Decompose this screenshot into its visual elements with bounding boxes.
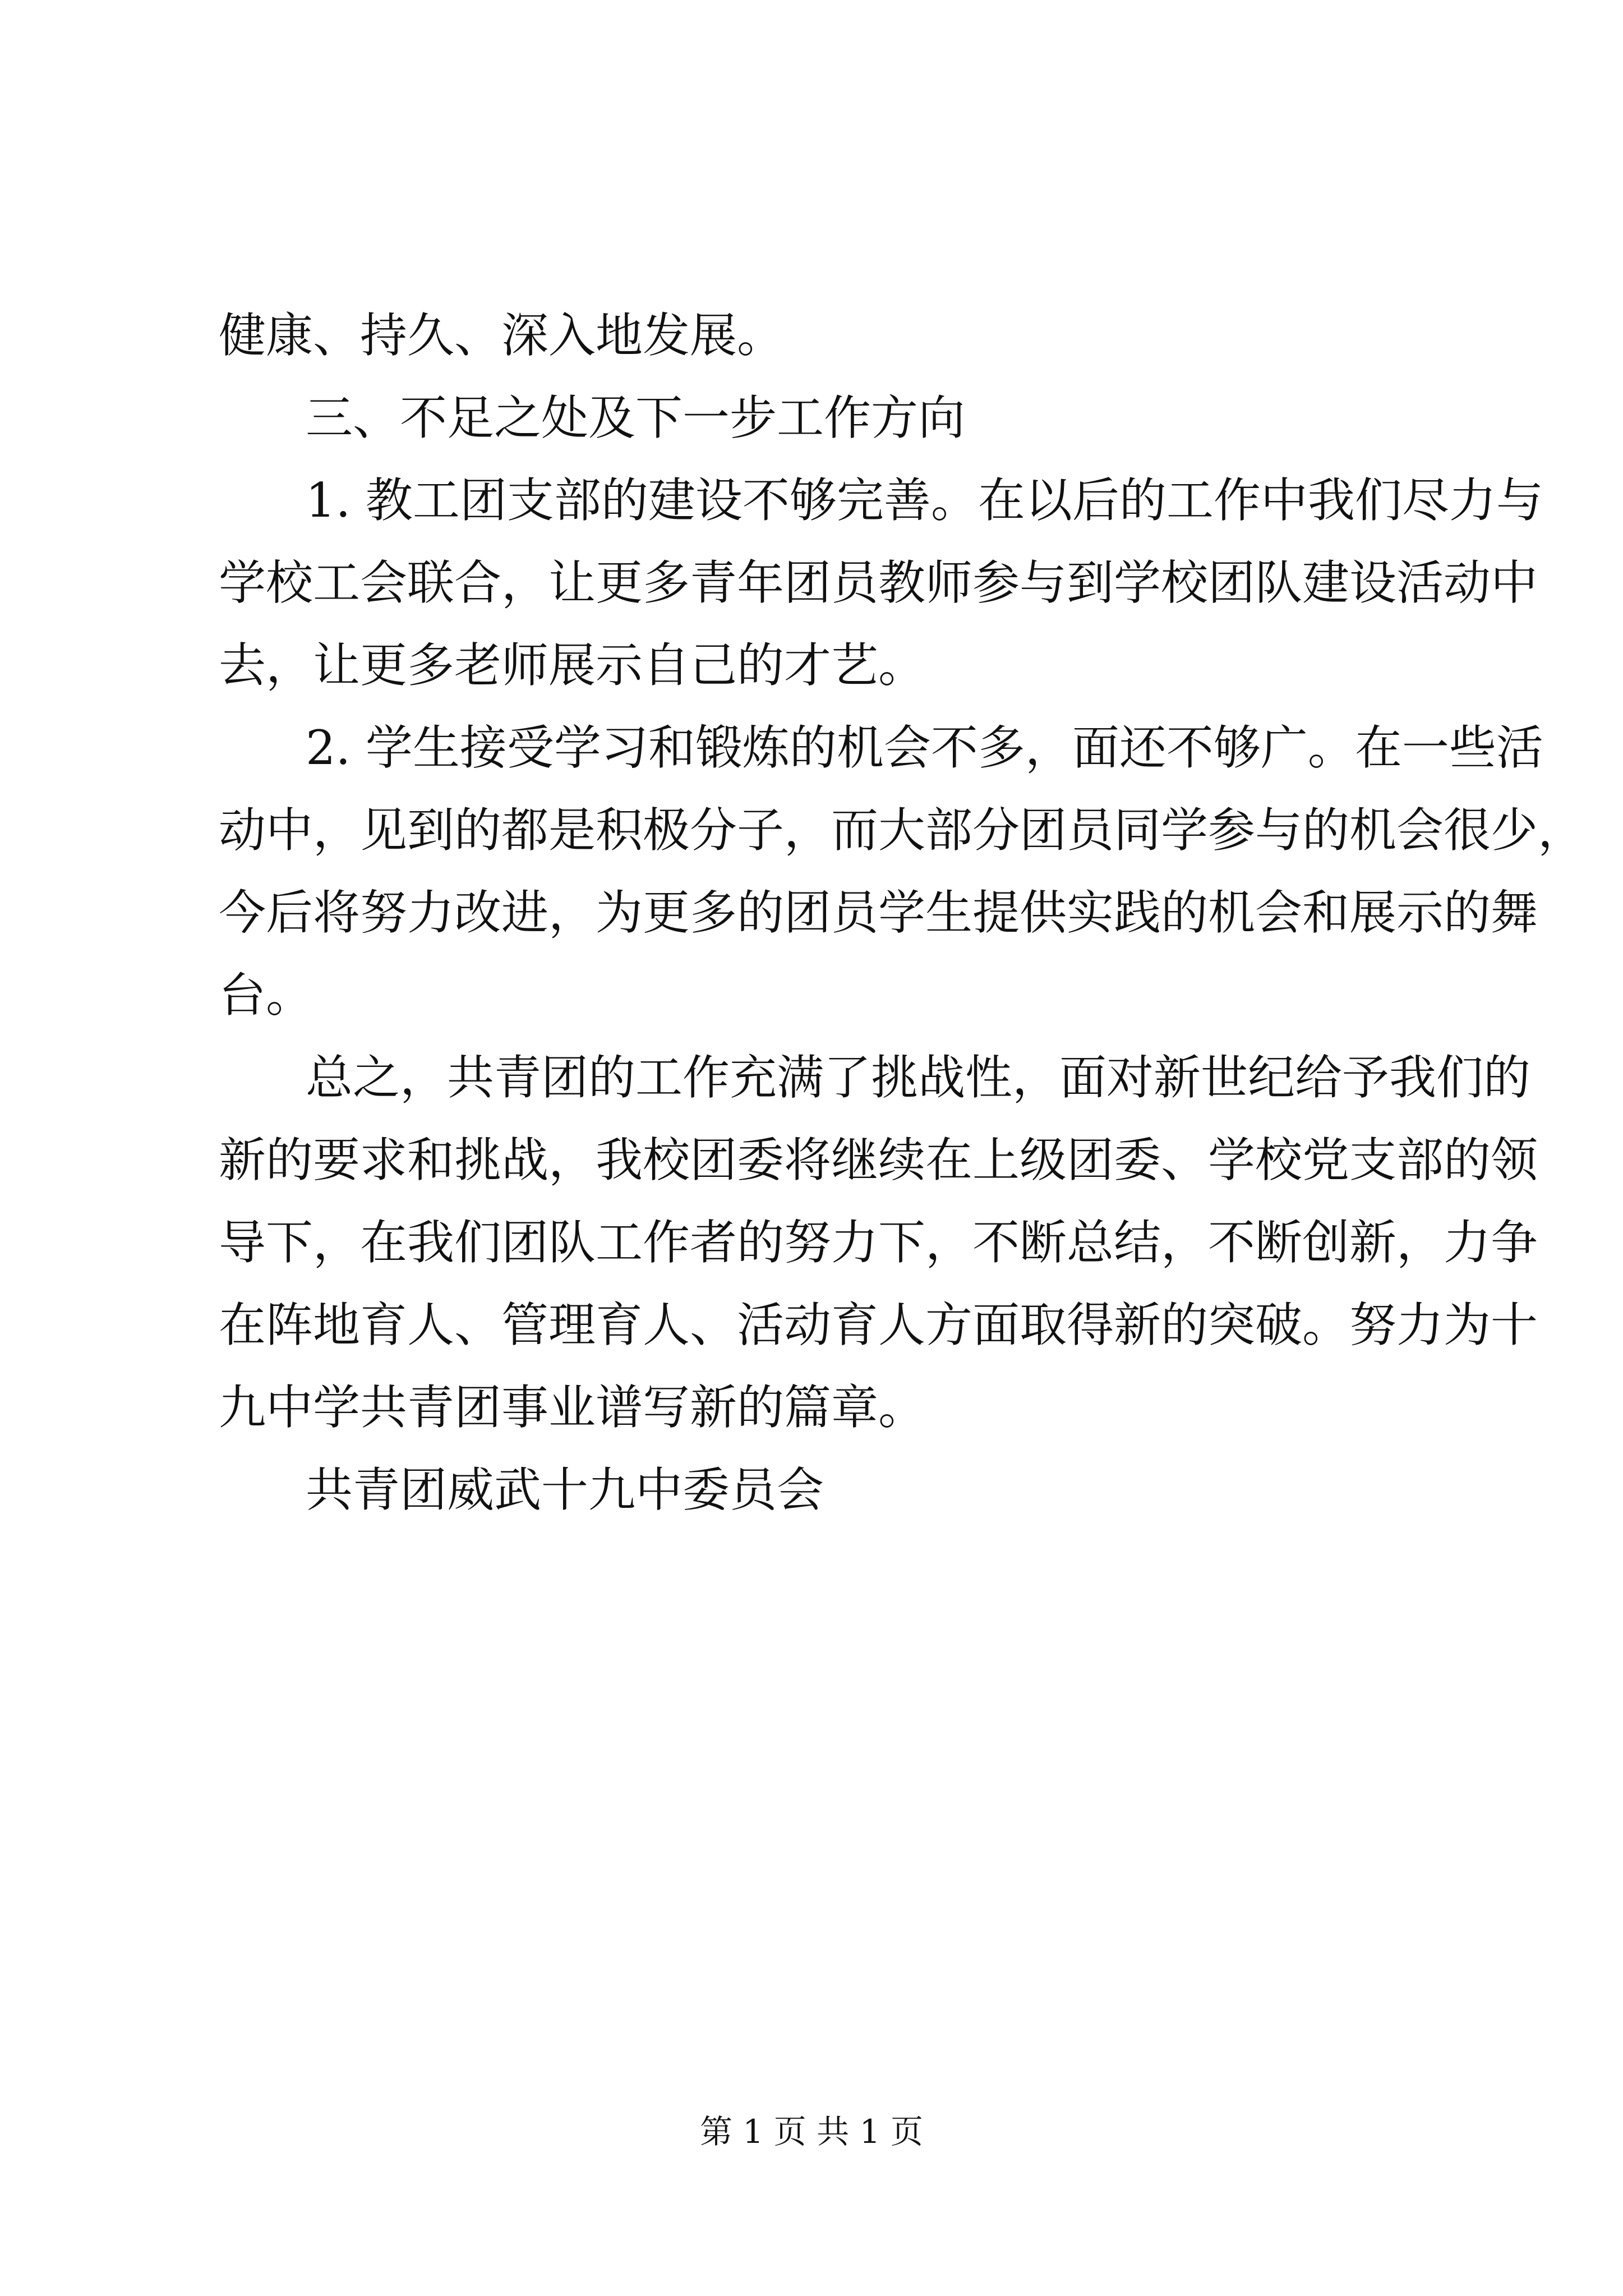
body-line: 今后将努力改进，为更多的团员学生提供实践的机会和展示的舞 [219,885,1538,940]
body-line: 导下，在我们团队工作者的努力下，不断总结，不断创新，力争 [219,1215,1538,1270]
body-line: 总之，共青团的工作充满了挑战性，面对新世纪给予我们的 [306,1050,1531,1105]
body-line: 学校工会联合，让更多青年团员教师参与到学校团队建设活动中 [219,555,1538,610]
body-line: 台。 [219,968,313,1023]
section-heading: 三、不足之处及下一步工作方向 [306,390,966,445]
body-line: 健康、持久、深入地发展。 [219,308,785,363]
page-number-footer: 第 1 页 共 1 页 [700,2113,923,2151]
body-line: 2. 学生接受学习和锻炼的机会不多，面还不够广。在一些活 [306,720,1543,775]
body-line: 在阵地育人、管理育人、活动育人方面取得新的突破。努力为十 [219,1297,1538,1352]
body-line: 动中，见到的都是积极分子，而大部分团员同学参与的机会很少， [219,803,1585,858]
body-line: 1. 教工团支部的建设不够完善。在以后的工作中我们尽力与 [306,473,1543,528]
body-line: 九中学共青团事业谱写新的篇章。 [219,1380,926,1435]
body-line: 新的要求和挑战，我校团委将继续在上级团委、学校党支部的领 [219,1133,1538,1188]
signature-line: 共青团威武十九中委员会 [306,1462,824,1517]
body-line: 去，让更多老师展示自己的才艺。 [219,638,926,693]
